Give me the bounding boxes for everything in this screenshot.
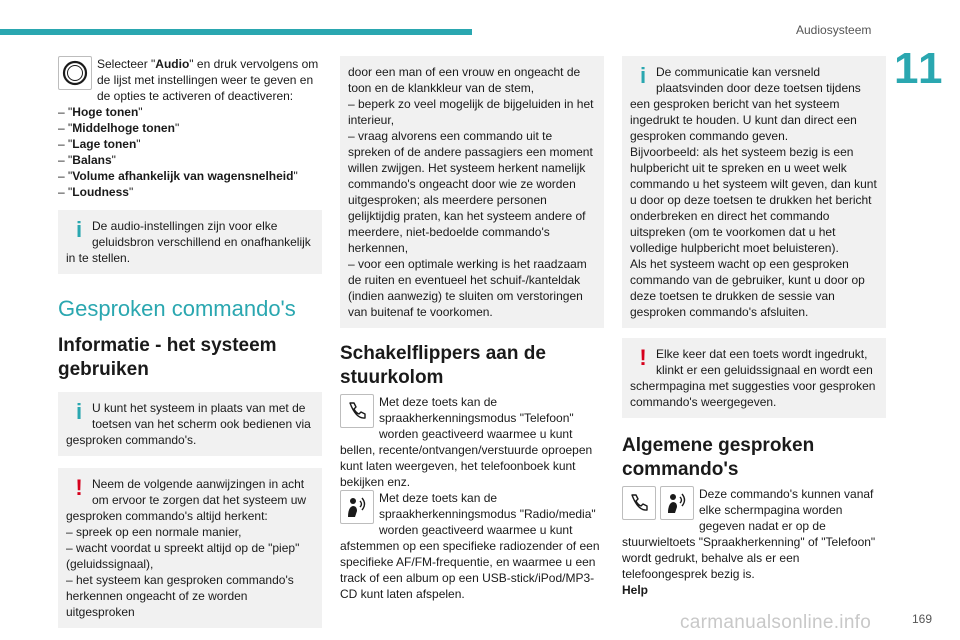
column-2 (340, 56, 604, 602)
subsection-heading: Informatie - het systeem gebruiken (58, 335, 277, 380)
radio-paragraph: Met deze toets kan de spraakherkenningsmodus "Radio/media" worden geactiveerd waarmee u kunt afstemmen op een specifieke radiozender of een specifieke AF/FM-frequentie, en waarmee u een track of een album op een USB-stick/iPod/MP3-CD kunt laten afspelen. (340, 491, 600, 601)
voice-command-icon (340, 490, 374, 524)
phone-icon (340, 394, 374, 428)
info-icon: i (639, 63, 647, 88)
warning-text: – het systeem kan gesproken commando's herkennen ongeacht of ze worden uitgesproken (66, 573, 294, 619)
warning-note (58, 468, 322, 628)
page-number: 169 (912, 612, 933, 626)
watermark: carmanualsonline.info (680, 612, 872, 633)
rotary-dial-icon (58, 56, 92, 90)
warning-text: Neem de volgende aanwijzingen in acht om ervoor te zorgen dat het systeem uw gesproken commando's altijd herkent: (66, 477, 307, 523)
phone-paragraph: Met deze toets kan de spraakherkenningsmodus "Telefoon" worden geactiveerd waarmee u kunt bellen, recente/ontvangen/verstuurde oproepen kunt laten weergeven, het telefoonboek kunt bekijken enz. (340, 395, 593, 489)
subsection-heading: Schakelflippers aan de stuurkolom (340, 343, 546, 388)
list-item: – "Middelhoge tonen" (58, 121, 180, 135)
phone-icon (622, 486, 656, 520)
voice-button-icon-row (340, 490, 374, 524)
note-text: De audio-instellingen zijn voor elke geluidsbron verschillend en onafhankelijk in te stellen. (66, 219, 311, 265)
warning-text: Elke keer dat een toets wordt ingedrukt, klinkt er een geluidssignaal en wordt een schermpagina met suggesties voor gesproken commando's weergegeven. (630, 347, 876, 409)
warning-text: door een man of een vrouw en ongeacht de toon en de klankkleur van de stem, (348, 65, 581, 95)
note-text: De communicatie kan versneld plaatsvinden door deze toetsen tijdens een gesproken bericht van het systeem ingedrukt te houden. U kunt dan direct een gesproken commando geven. (630, 65, 861, 143)
warning-icon: ! (639, 345, 647, 370)
warning-note-continued (340, 56, 604, 328)
warning-text: – beperk zo veel mogelijk de bijgeluiden in het interieur, (348, 97, 594, 127)
audio-dial-icon-row (58, 56, 92, 90)
warning-text: – spreek op een normale manier, (66, 525, 242, 539)
general-commands-paragraph: Deze commando's kunnen vanaf elke schermpagina worden gegeven nadat er op de stuurwieltoets "Spraakherkenning" of "Telefoon" wordt gedrukt, behalve als er een telefoongesprek bezig is. (622, 487, 876, 581)
section-title: Audiosysteem (796, 23, 872, 37)
list-item: – "Balans" (58, 153, 116, 167)
info-icon: i (75, 399, 83, 424)
voice-command-icon (660, 486, 694, 520)
note-text: Bijvoorbeeld: als het systeem bezig is een hulpbericht uit te spreken en u weet welk commando u het systeem wilt geven, dan kunt u door op deze toetsen te drukken het bericht onderbreken en direct het commando uitspreken (om te voorkomen dat u het volledige hulpbericht moet beluisteren). (630, 145, 877, 255)
list-item: – "Volume afhankelijk van wagensnelheid" (58, 169, 298, 183)
note-text: U kunt het systeem in plaats van met de toetsen van het scherm ook bedienen via gesproken commando's. (66, 401, 311, 447)
list-item: – "Loudness" (58, 185, 134, 199)
column-3 (622, 56, 886, 598)
header-accent-bar (0, 29, 472, 35)
phone-button-icon-row (340, 394, 374, 428)
help-label: Help (622, 583, 649, 597)
info-note (622, 56, 886, 328)
section-heading: Gesproken commando's (58, 296, 296, 321)
subsection-heading: Algemene gesproken commando's (622, 435, 815, 480)
note-text: Als het systeem wacht op een gesproken commando van de gebruiker, kunt u door op deze toetsen te drukken de sessie van gesproken commando's afsluiten. (630, 257, 865, 319)
audio-options-list (58, 104, 322, 200)
warning-text: – vraag alvorens een commando uit te spreken of de andere passagiers een moment willen zwijgen. Het systeem herkent namelijk commando's ongeacht door wie ze worden uitgesproken; als meerdere personen gelijktijdig praten, kan het systeem andere of meerdere, niet-bedoelde commando's herkennen, (348, 129, 593, 255)
list-item: – "Lage tonen" (58, 137, 141, 151)
chapter-number: 11 (894, 44, 945, 93)
warning-icon: ! (75, 475, 83, 500)
info-note (58, 210, 322, 274)
info-note (58, 392, 322, 456)
steering-buttons-icon-row (622, 486, 694, 520)
warning-text: – wacht voordat u spreekt altijd op de "piep" (geluidssignaal), (66, 541, 300, 571)
intro-paragraph: Selecteer "Audio" en druk vervolgens om de lijst met instellingen weer te geven en de opties te activeren of deactiveren: (97, 57, 319, 103)
info-icon: i (75, 217, 83, 242)
list-item: – "Hoge tonen" (58, 105, 143, 119)
warning-note (622, 338, 886, 418)
column-1 (58, 56, 322, 628)
warning-text: – voor een optimale werking is het raadzaam de ruiten en eventueel het schuif-/kanteldak (indien aanwezig) te sluiten om verstoringen van buitenaf te voorkomen. (348, 257, 587, 319)
